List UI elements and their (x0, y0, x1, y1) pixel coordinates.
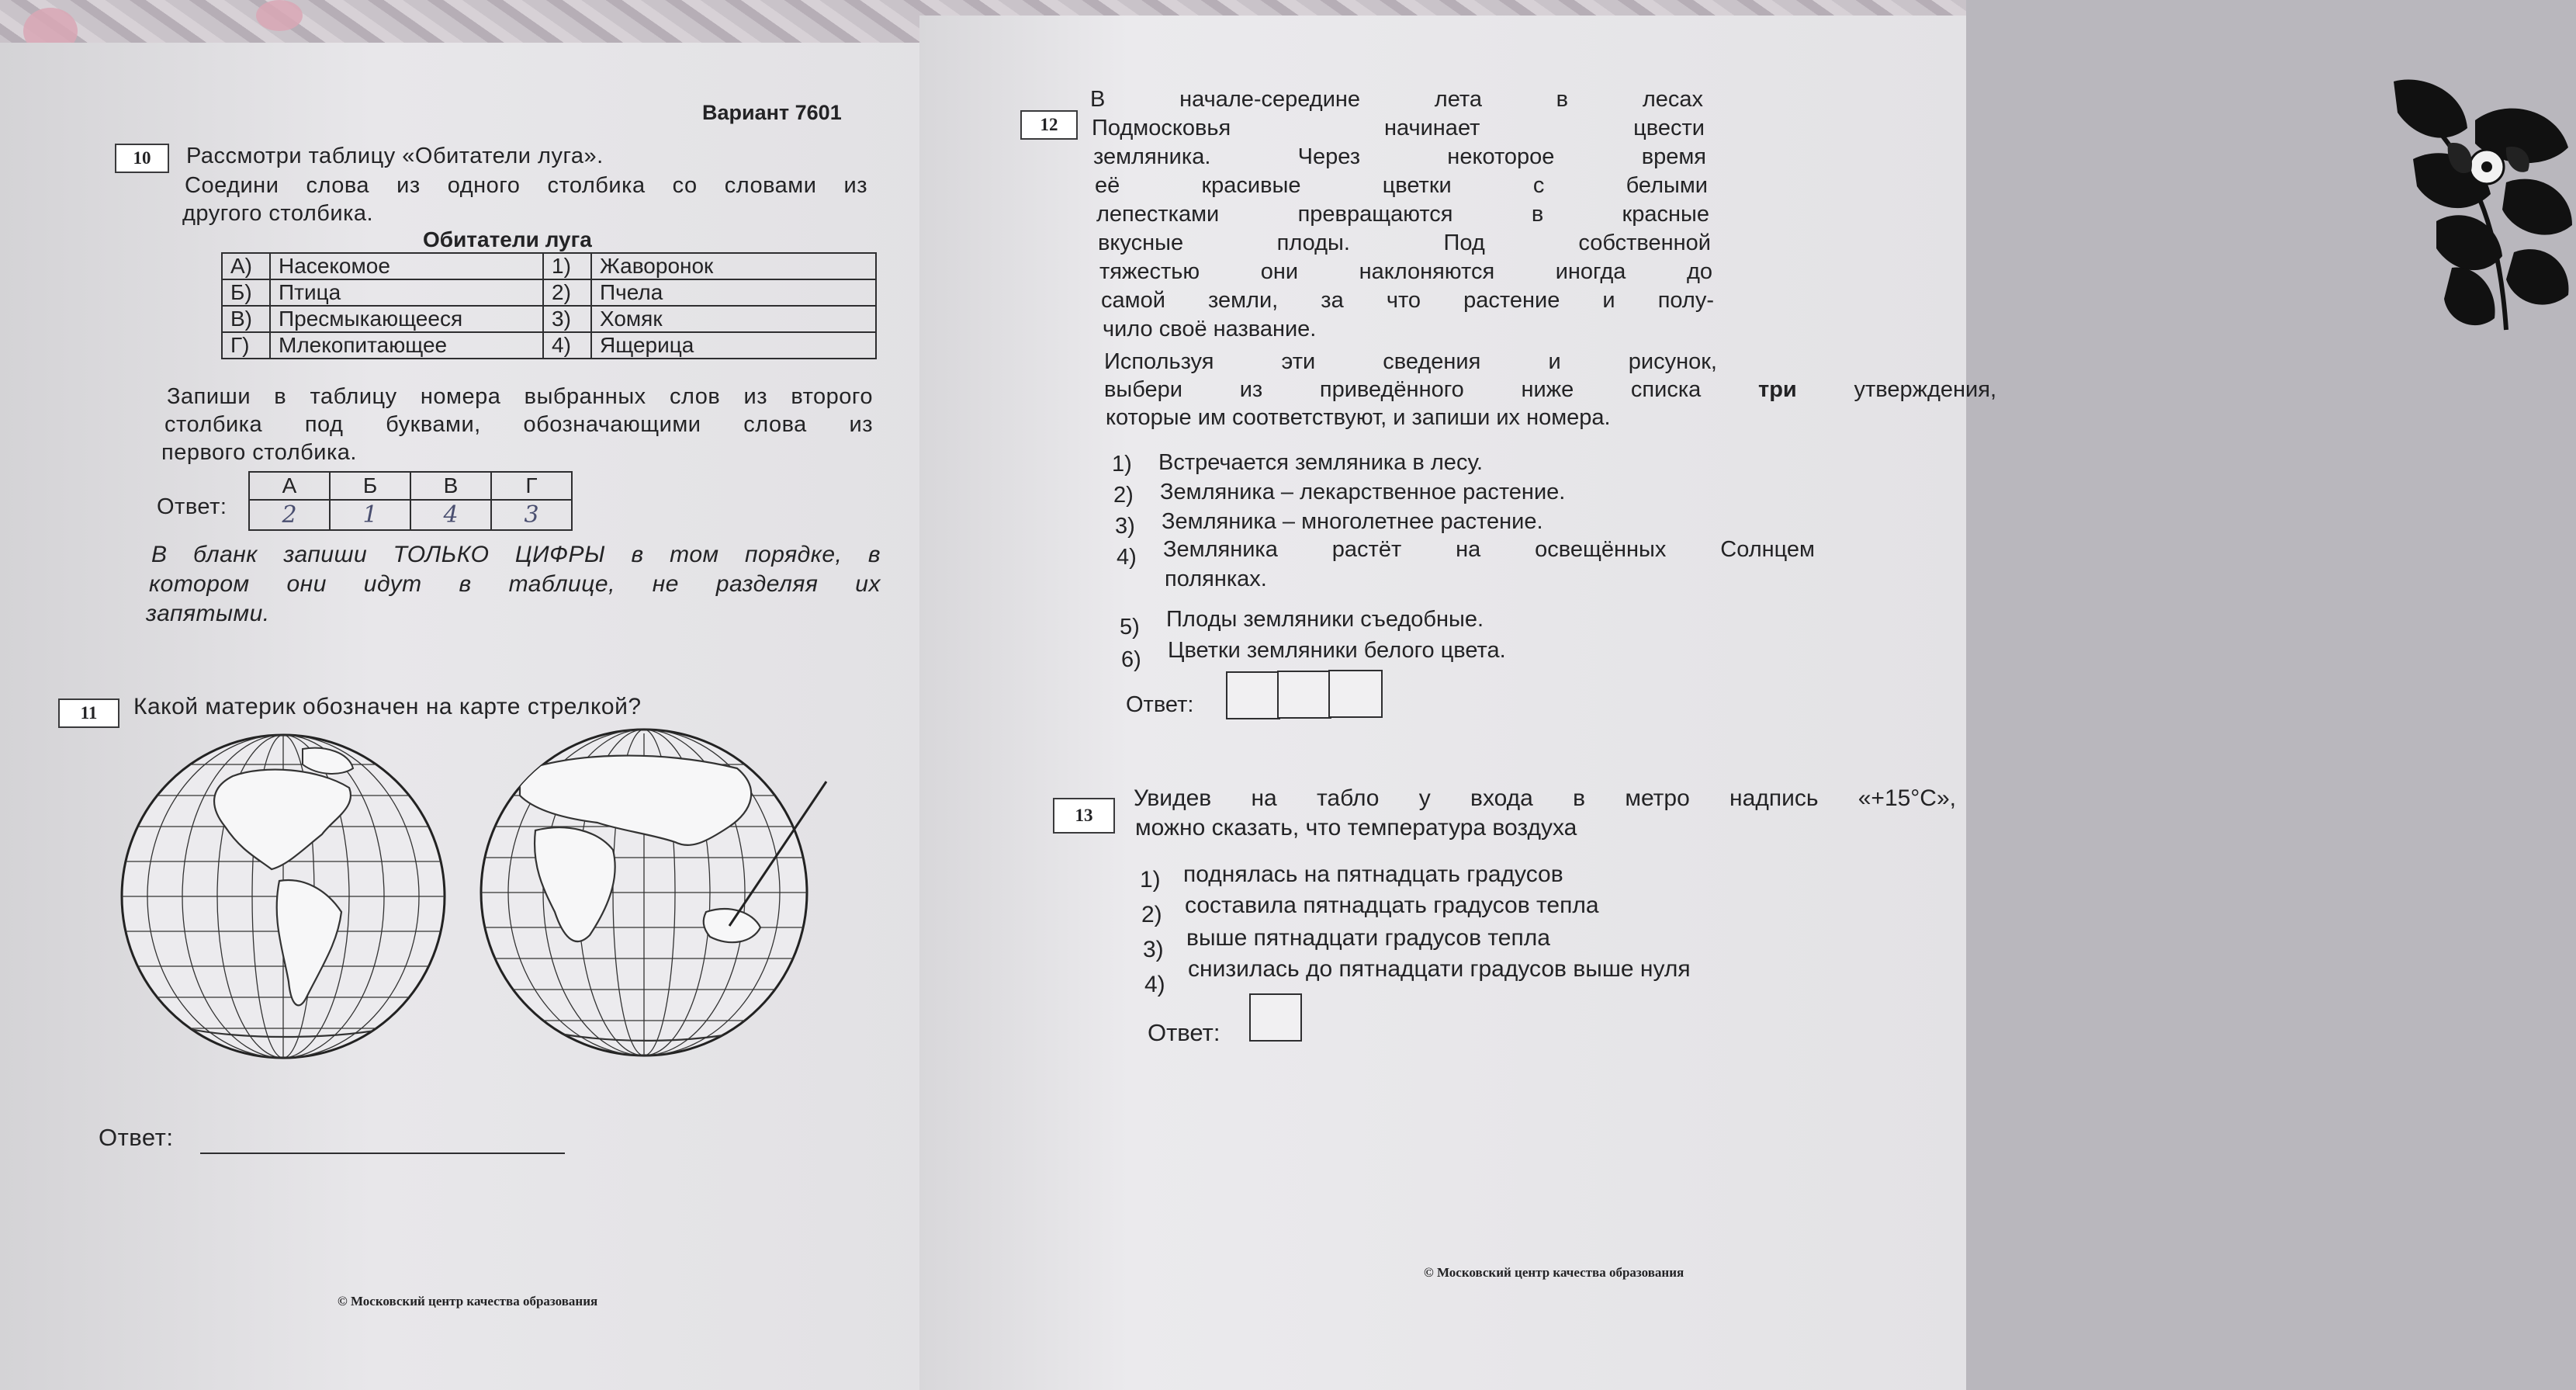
q12-answer-box-1[interactable] (1226, 671, 1280, 719)
question-10-answer-label: Ответ: (157, 494, 227, 519)
q13-option-2-num: 2) (1141, 902, 1162, 927)
q12-line-4: её красивые цветки с белыми (1095, 173, 1708, 198)
left-page (0, 43, 935, 1390)
q12-option-6-text: Цветки земляники белого цвета. (1168, 638, 1506, 663)
q12-task-line2-start: выбери из приведённого ниже списка (1104, 377, 1758, 402)
word-cell: Пресмыкающееся (270, 306, 543, 332)
q12-line-7: тяжестью они наклоняются иногда до (1099, 259, 1712, 284)
q12-task-line2-end: утверждения, (1796, 377, 1996, 402)
question-13-number: 13 (1053, 798, 1115, 834)
table-row (222, 253, 876, 279)
answer-cell-b[interactable]: 1 (330, 500, 410, 530)
q12-option-6-num: 6) (1121, 647, 1141, 672)
q12-line-3: земляника. Через некоторое время (1093, 144, 1706, 169)
q12-line-8: самой земли, за что растение и полу- (1101, 288, 1714, 313)
q12-line-9: чило своё название. (1103, 317, 1317, 341)
q12-option-3-num: 3) (1115, 514, 1135, 539)
question-10-note-line1: В бланк запиши ТОЛЬКО ЦИФРЫ в том порядке, в (151, 542, 881, 567)
question-10-answer-table (248, 471, 573, 531)
q12-option-2-num: 2) (1113, 483, 1134, 508)
q12-answer-box-3[interactable] (1328, 670, 1383, 718)
q12-option-2-text: Земляника – лекарственное растение. (1160, 480, 1566, 504)
q12-line-5: лепестками превращаются в красные (1096, 202, 1709, 227)
animal-cell: Хомяк (591, 306, 876, 332)
answer-cell-v[interactable]: 4 (410, 500, 491, 530)
answer-header-row (249, 472, 572, 500)
question-10-number: 10 (115, 144, 169, 173)
q12-task-line3: которые им соответствуют, и запиши их номера. (1106, 405, 1611, 430)
question-11-number: 11 (58, 698, 119, 728)
question-10-prompt: Рассмотри таблицу «Обитатели луга». (186, 144, 604, 168)
habitat-table (221, 252, 877, 359)
q12-option-5-text: Плоды земляники съедобные. (1166, 607, 1484, 632)
question-10-note-line3: запятыми. (146, 601, 270, 626)
q12-option-1-num: 1) (1112, 452, 1132, 477)
q12-option-4-continuation: полянках. (1165, 567, 1267, 591)
q12-task-line1: Используя эти сведения и рисунок, (1104, 349, 1717, 374)
copyright-left: © Московский центр качества образования (338, 1294, 598, 1309)
habitat-table-title: Обитатели луга (423, 227, 592, 251)
question-10-task-line3: первого столбика. (161, 440, 357, 465)
question-12-answer-label: Ответ: (1126, 692, 1194, 717)
letter-cell: А) (222, 253, 270, 279)
question-10-task-line1: Запиши в таблицу номера выбранных слов из второго (167, 384, 873, 409)
copyright-right: © Московский центр качества образования (1424, 1265, 1684, 1280)
variant-label: Вариант 7601 (702, 101, 842, 124)
letter-cell: Г) (222, 332, 270, 359)
eastern-hemisphere-globe (473, 730, 826, 1059)
q12-option-1-text: Встречается земляника в лесу. (1158, 450, 1484, 475)
word-cell: Млекопитающее (270, 332, 543, 359)
word-cell: Насекомое (270, 253, 543, 279)
number-cell: 3) (543, 306, 591, 332)
question-12-number: 12 (1020, 110, 1078, 140)
question-10-instruction-line2: другого столбика. (182, 201, 374, 226)
q12-task-line2 (1104, 376, 1996, 404)
animal-cell: Жаворонок (591, 253, 876, 279)
answer-header-b: Б (330, 472, 410, 500)
animal-cell: Ящерица (591, 332, 876, 359)
answer-header-v: В (410, 472, 491, 500)
q13-answer-box[interactable] (1249, 993, 1302, 1042)
letter-cell: Б) (222, 279, 270, 306)
q12-option-4-num: 4) (1117, 545, 1137, 570)
letter-cell: В) (222, 306, 270, 332)
q13-option-3-text: выше пятнадцати градусов тепла (1186, 925, 1550, 951)
word-cell: Птица (270, 279, 543, 306)
number-cell: 2) (543, 279, 591, 306)
answer-cell-a[interactable]: 2 (249, 500, 330, 530)
question-10-instruction-line1: Соедини слова из одного столбика со словами из (185, 173, 867, 198)
answer-header-a: А (249, 472, 330, 500)
western-hemisphere-globe (116, 733, 450, 1059)
tablecloth-flower (256, 0, 303, 31)
number-cell: 1) (543, 253, 591, 279)
globes-illustration (116, 733, 830, 1059)
answer-cell-g[interactable]: 3 (491, 500, 572, 530)
right-page (919, 16, 1996, 1390)
q12-option-3-text: Земляника – многолетнее растение. (1162, 509, 1543, 534)
q13-option-1-num: 1) (1140, 867, 1161, 893)
q13-option-3-num: 3) (1143, 937, 1164, 962)
q12-line-6: вкусные плоды. Под собственной (1098, 231, 1711, 255)
answer-header-g: Г (491, 472, 572, 500)
q12-task-line2-emphasis: три (1758, 377, 1797, 402)
q13-option-2-text: составила пятнадцать градусов тепла (1185, 893, 1599, 918)
q12-answer-box-2[interactable] (1277, 671, 1331, 719)
q12-option-5-num: 5) (1120, 615, 1140, 640)
table-row (222, 279, 876, 306)
question-10-task-line2: столбика под буквами, обозначающими слова из (164, 412, 873, 437)
table-row (222, 306, 876, 332)
answer-value-row (249, 500, 572, 530)
q12-option-4-text: Земляника растёт на освещённых Солнцем (1163, 537, 1815, 562)
question-11-answer-label: Ответ: (99, 1124, 174, 1151)
q13-line1: Увидев на табло у входа в метро надпись «+15°С», (1134, 785, 1956, 811)
question-11-prompt: Какой материк обозначен на карте стрелкой? (133, 694, 642, 719)
q12-line-1: В начале-середине лета в лесах (1090, 87, 1703, 112)
q13-option-1-text: поднялась на пятнадцать градусов (1183, 861, 1563, 887)
question-10-note-line2: котором они идут в таблице, не разделяя их (149, 571, 881, 597)
q13-option-4-text: снизилась до пятнадцати градусов выше нуля (1188, 956, 1691, 982)
question-13-answer-label: Ответ: (1148, 1019, 1220, 1046)
q12-line-2: Подмосковья начинает цвести (1092, 116, 1705, 140)
number-cell: 4) (543, 332, 591, 359)
animal-cell: Пчела (591, 279, 876, 306)
question-11-answer-line[interactable] (200, 1145, 565, 1154)
table-row (222, 332, 876, 359)
strawberry-plant-illustration (2390, 74, 2576, 338)
q13-line2: можно сказать, что температура воздуха (1135, 815, 1577, 841)
q13-option-4-num: 4) (1144, 972, 1165, 997)
